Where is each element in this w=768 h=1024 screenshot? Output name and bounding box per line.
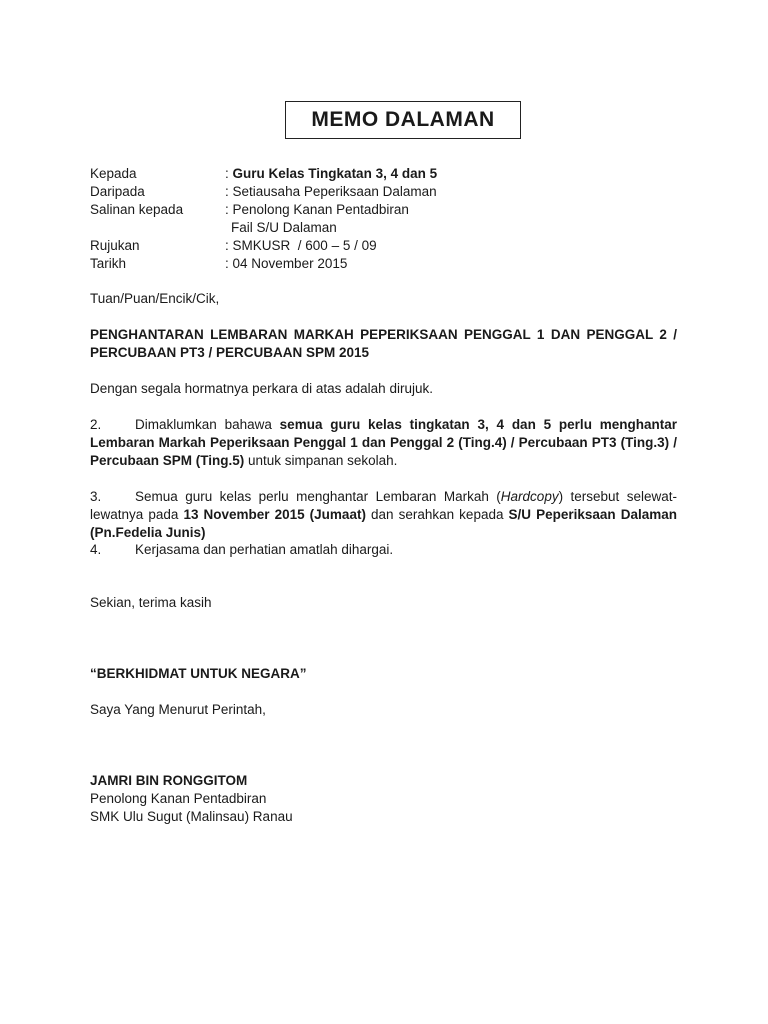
daripada-value-wrap <box>225 183 690 201</box>
kepada-label: Kepada <box>90 166 137 181</box>
header-row-salinan-cont <box>90 219 690 237</box>
tarikh-label: Tarikh <box>90 256 127 271</box>
tarikh-value: 04 November 2015 <box>232 256 348 271</box>
paragraph-2-text-2: untuk simpanan sekolah. <box>244 453 398 468</box>
paragraph-3-italic: Hardcopy <box>500 489 559 504</box>
paragraph-3 <box>90 488 677 542</box>
rujukan-value-wrap <box>225 237 690 255</box>
header-row-salinan <box>90 201 690 219</box>
signatory-school: SMK Ulu Sugut (Malinsau) Ranau <box>90 809 293 824</box>
rujukan-value: SMKUSR / 600 – 5 / 09 <box>232 238 377 253</box>
header-row-rujukan <box>90 237 690 255</box>
salinan-value-1: Penolong Kanan Pentadbiran <box>232 202 409 217</box>
paragraph-4-text: Kerjasama dan perhatian amatlah dihargai. <box>135 542 394 557</box>
paragraph-3-text-3: dan serahkan kepada <box>365 507 509 522</box>
closing: Sekian, terima kasih <box>90 595 212 610</box>
salutation: Tuan/Puan/Encik/Cik, <box>90 291 220 306</box>
separator: : <box>225 166 229 181</box>
signatory-position: Penolong Kanan Pentadbiran <box>90 791 267 806</box>
separator: : <box>225 256 229 271</box>
paragraph-3-recipient: S/U Peperiksaan Dalaman (Pn.Fedelia Junis) <box>90 507 677 540</box>
motto: “BERKHIDMAT UNTUK NEGARA” <box>90 666 307 681</box>
daripada-label: Daripada <box>90 184 145 199</box>
memo-title: MEMO DALAMAN <box>285 101 521 139</box>
tarikh-value-wrap <box>225 255 690 273</box>
salinan-label: Salinan kepada <box>90 202 184 217</box>
salinan-value-2: Fail S/U Dalaman <box>231 220 337 235</box>
paragraph-3-text-2: ) tersebut selewat-lewatnya pada <box>90 489 678 522</box>
saya-menurut-perintah: Saya Yang Menurut Perintah, <box>90 702 266 717</box>
paragraph-4-number: 4. <box>90 542 102 557</box>
salinan-value-wrap <box>225 201 690 219</box>
paragraph-2-text-1: Dimaklumkan bahawa <box>135 417 280 432</box>
kepada-value: Guru Kelas Tingkatan 3, 4 dan 5 <box>232 166 438 181</box>
header-row-daripada <box>90 183 690 201</box>
paragraph-4 <box>90 541 677 559</box>
paragraph-2-bold: semua guru kelas tingkatan 3, 4 dan 5 perlu menghantar Lembaran Markah Peperiksaan Penggal 1 dan Penggal 2 (Ting.4) / Percubaan PT3 (Ting.3) / Percubaan SPM (Ting.5) <box>90 417 677 468</box>
separator: : <box>225 184 229 199</box>
header-row-kepada <box>90 165 690 183</box>
paragraph-3-number: 3. <box>90 489 102 504</box>
kepada-value-wrap <box>225 165 690 183</box>
header-row-tarikh <box>90 255 690 273</box>
daripada-value: Setiausaha Peperiksaan Dalaman <box>232 184 437 199</box>
paragraph-3-text-1: Semua guru kelas perlu menghantar Lembaran Markah ( <box>135 489 501 504</box>
rujukan-label: Rujukan <box>90 238 140 253</box>
paragraph-3-date: 13 November 2015 (Jumaat) <box>183 507 366 522</box>
memo-subject: PENGHANTARAN LEMBARAN MARKAH PEPERIKSAAN PENGGAL 1 DAN PENGGAL 2 / PERCUBAAN PT3 / PERCUBAAN SPM 2015 <box>90 327 677 360</box>
separator: : <box>225 202 229 217</box>
memo-header <box>90 165 690 273</box>
signatory-name: JAMRI BIN RONGGITOM <box>90 773 248 788</box>
paragraph-2-number: 2. <box>90 417 102 432</box>
paragraph-1: Dengan segala hormatnya perkara di atas adalah dirujuk. <box>90 381 433 396</box>
paragraph-2 <box>90 416 677 470</box>
separator: : <box>225 238 229 253</box>
